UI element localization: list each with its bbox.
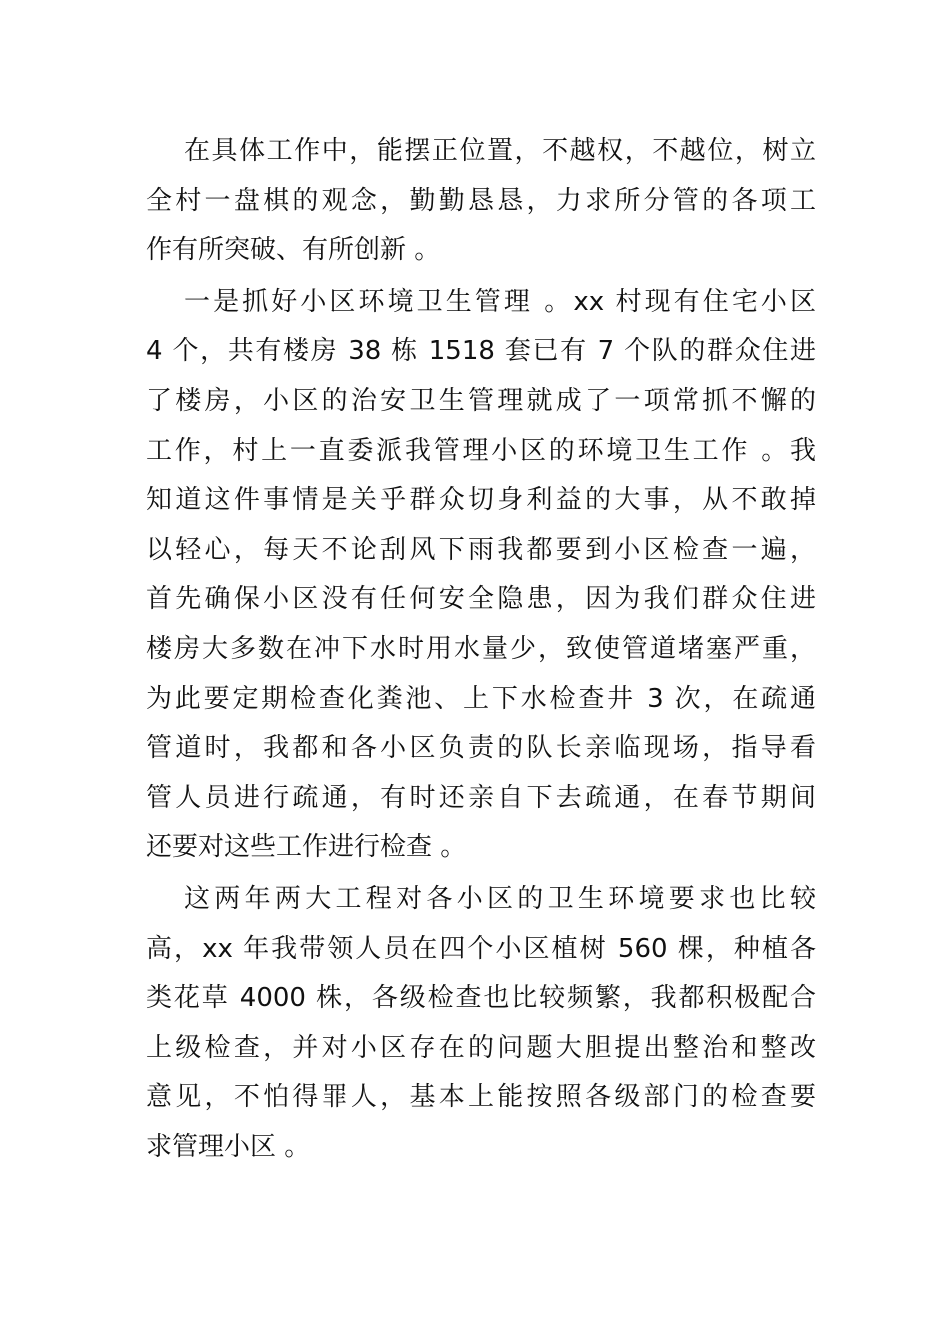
text-line: 4 个，共有楼房 38 栋 1518 套已有 7 个队的群众住进 [146, 336, 816, 367]
text-line: 作有所突破、有所创新 。 [146, 235, 441, 266]
text-line: 类花草 4000 株，各级检查也比较频繁，我都积极配合 [146, 983, 816, 1014]
paragraph-2 [146, 278, 816, 873]
text-line: 还要对这些工作进行检查 。 [146, 832, 467, 863]
text-line: 高，xx 年我带领人员在四个小区植树 560 棵，种植各 [146, 933, 816, 964]
text-line: 为此要定期检查化粪池、上下水检查井 3 次，在疏通 [146, 683, 816, 714]
text-line: 首先确保小区没有任何安全隐患，因为我们群众住进 [146, 584, 816, 615]
text-line: 这两年两大工程对各小区的卫生环境要求也比较 [184, 883, 816, 914]
text-line: 一是抓好小区环境卫生管理 。xx 村现有住宅小区 [184, 286, 816, 317]
paragraph-1 [146, 127, 816, 276]
text-line: 楼房大多数在冲下水时用水量少，致使管道堵塞严重， [146, 633, 816, 664]
text-line: 求管理小区 。 [146, 1131, 311, 1162]
text-line: 管人员进行疏通，有时还亲自下去疏通，在春节期间 [146, 782, 816, 813]
text-line: 上级检查，并对小区存在的问题大胆提出整治和整改 [146, 1032, 816, 1063]
text-line: 了楼房，小区的治安卫生管理就成了一项常抓不懈的 [146, 385, 816, 416]
text-line: 以轻心，每天不论刮风下雨我都要到小区检查一遍， [146, 534, 816, 565]
text-line: 知道这件事情是关乎群众切身利益的大事，从不敢掉 [146, 485, 816, 516]
text-line: 全村一盘棋的观念，勤勤恳恳，力求所分管的各项工 [146, 185, 816, 216]
text-line: 工作，村上一直委派我管理小区的环境卫生工作 。我 [146, 435, 816, 466]
text-line: 管道时，我都和各小区负责的队长亲临现场，指导看 [146, 733, 816, 764]
document-body [146, 127, 816, 1174]
text-line: 在具体工作中，能摆正位置，不越权，不越位，树立 [184, 136, 816, 166]
paragraph-3 [146, 875, 816, 1173]
text-line: 意见，不怕得罪人，基本上能按照各级部门的检查要 [146, 1082, 816, 1113]
